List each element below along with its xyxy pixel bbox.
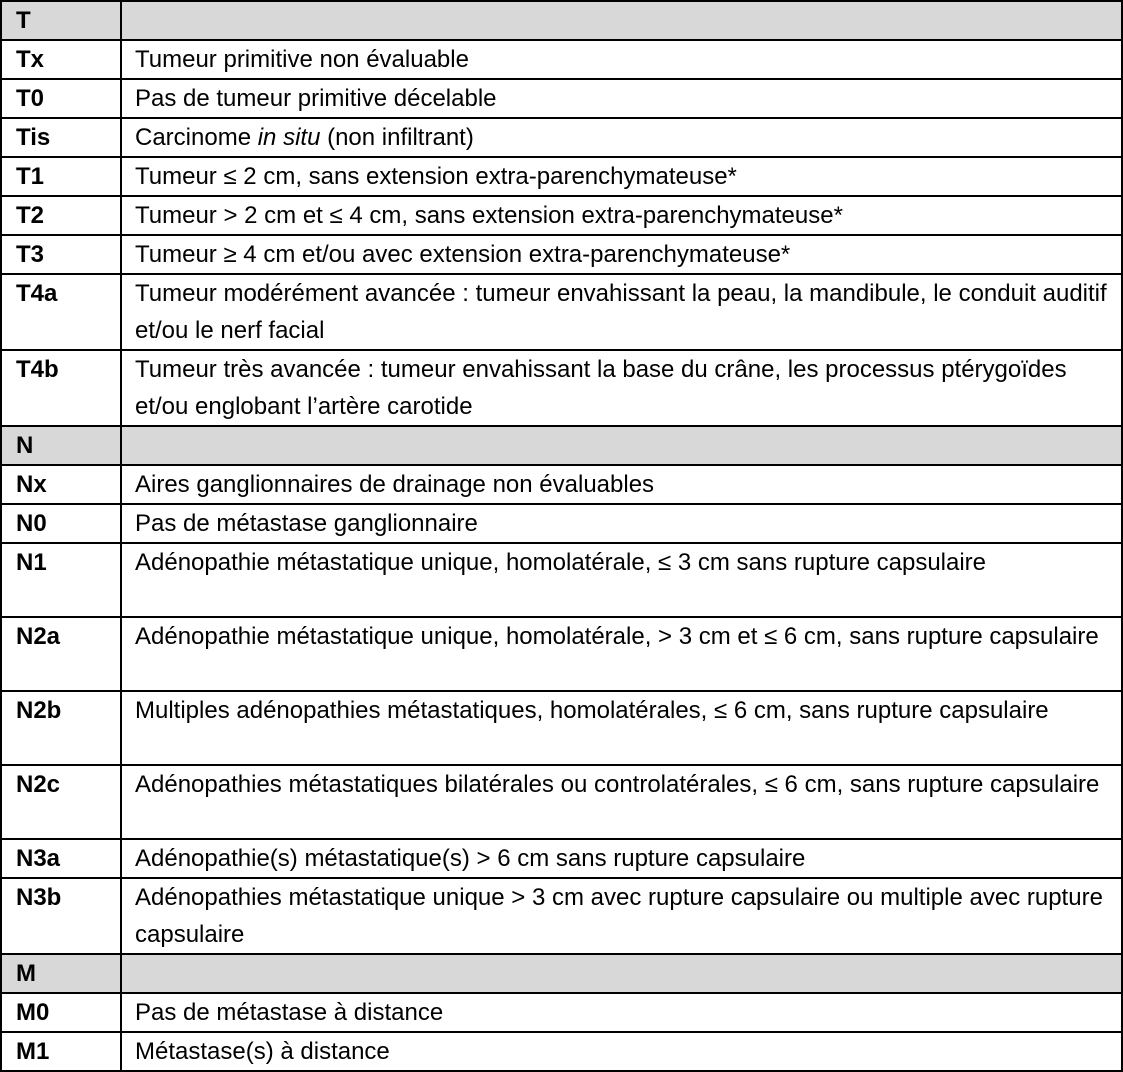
table-row-tis	[1, 118, 1122, 157]
table-row-t1	[1, 157, 1122, 196]
stage-description: Pas de métastase à distance	[121, 993, 1122, 1032]
stage-description: Tumeur très avancée : tumeur envahissant la base du crâne, les processus ptérygoïdes et/ou englobant l’artère carotide	[121, 350, 1122, 426]
stage-code: N0	[1, 504, 121, 543]
stage-code: M1	[1, 1032, 121, 1071]
stage-description: Adénopathies métastatiques bilatérales ou controlatérales, ≤ 6 cm, sans rupture capsulaire	[121, 765, 1122, 839]
stage-code: Tx	[1, 40, 121, 79]
table-row-t0	[1, 79, 1122, 118]
section-header-empty-cell	[121, 426, 1122, 465]
stage-code: T1	[1, 157, 121, 196]
stage-code: T3	[1, 235, 121, 274]
table-row-nx	[1, 465, 1122, 504]
section-header-empty-cell	[121, 954, 1122, 993]
stage-description: Adénopathies métastatique unique > 3 cm avec rupture capsulaire ou multiple avec rupture capsulaire	[121, 878, 1122, 954]
table-row-m0	[1, 993, 1122, 1032]
table-row-n2b	[1, 691, 1122, 765]
table-row-t2	[1, 196, 1122, 235]
section-code: N	[1, 426, 121, 465]
section-header-n	[1, 426, 1122, 465]
stage-description: Pas de métastase ganglionnaire	[121, 504, 1122, 543]
table-row-n2c	[1, 765, 1122, 839]
description-text: (non infiltrant)	[320, 124, 474, 151]
table-row-n3b	[1, 878, 1122, 954]
description-text: Carcinome	[135, 124, 258, 151]
stage-description: Multiples adénopathies métastatiques, homolatérales, ≤ 6 cm, sans rupture capsulaire	[121, 691, 1122, 765]
section-code: M	[1, 954, 121, 993]
table-row-n1	[1, 543, 1122, 617]
stage-description: Tumeur ≥ 4 cm et/ou avec extension extra-parenchymateuse*	[121, 235, 1122, 274]
table-row-n0	[1, 504, 1122, 543]
stage-code: T4a	[1, 274, 121, 350]
stage-description: Pas de tumeur primitive décelable	[121, 79, 1122, 118]
section-header-t	[1, 1, 1122, 40]
stage-code: Nx	[1, 465, 121, 504]
stage-description: Tumeur modérément avancée : tumeur envahissant la peau, la mandibule, le conduit auditif et/ou le nerf facial	[121, 274, 1122, 350]
stage-code: T2	[1, 196, 121, 235]
stage-code: N2b	[1, 691, 121, 765]
stage-code: Tis	[1, 118, 121, 157]
table-row-m1	[1, 1032, 1122, 1071]
table-row-tx	[1, 40, 1122, 79]
stage-description: Tumeur ≤ 2 cm, sans extension extra-parenchymateuse*	[121, 157, 1122, 196]
stage-code: N2c	[1, 765, 121, 839]
stage-code: N2a	[1, 617, 121, 691]
stage-description: Aires ganglionnaires de drainage non évaluables	[121, 465, 1122, 504]
stage-code: N3b	[1, 878, 121, 954]
stage-description: Adénopathie métastatique unique, homolatérale, > 3 cm et ≤ 6 cm, sans rupture capsulaire	[121, 617, 1122, 691]
section-header-empty-cell	[121, 1, 1122, 40]
stage-code: T4b	[1, 350, 121, 426]
stage-code: N3a	[1, 839, 121, 878]
description-italic-term: in situ	[257, 124, 321, 151]
table-row-n2a	[1, 617, 1122, 691]
table-row-t4a	[1, 274, 1122, 350]
table-row-t4b	[1, 350, 1122, 426]
stage-description: Métastase(s) à distance	[121, 1032, 1122, 1071]
table-row-n3a	[1, 839, 1122, 878]
stage-description: Adénopathie(s) métastatique(s) > 6 cm sans rupture capsulaire	[121, 839, 1122, 878]
stage-code: N1	[1, 543, 121, 617]
stage-description: Adénopathie métastatique unique, homolatérale, ≤ 3 cm sans rupture capsulaire	[121, 543, 1122, 617]
stage-description: Tumeur > 2 cm et ≤ 4 cm, sans extension extra-parenchymateuse*	[121, 196, 1122, 235]
stage-description	[121, 118, 1122, 157]
section-code: T	[1, 1, 121, 40]
stage-code: M0	[1, 993, 121, 1032]
stage-code: T0	[1, 79, 121, 118]
section-header-m	[1, 954, 1122, 993]
table-row-t3	[1, 235, 1122, 274]
stage-description: Tumeur primitive non évaluable	[121, 40, 1122, 79]
